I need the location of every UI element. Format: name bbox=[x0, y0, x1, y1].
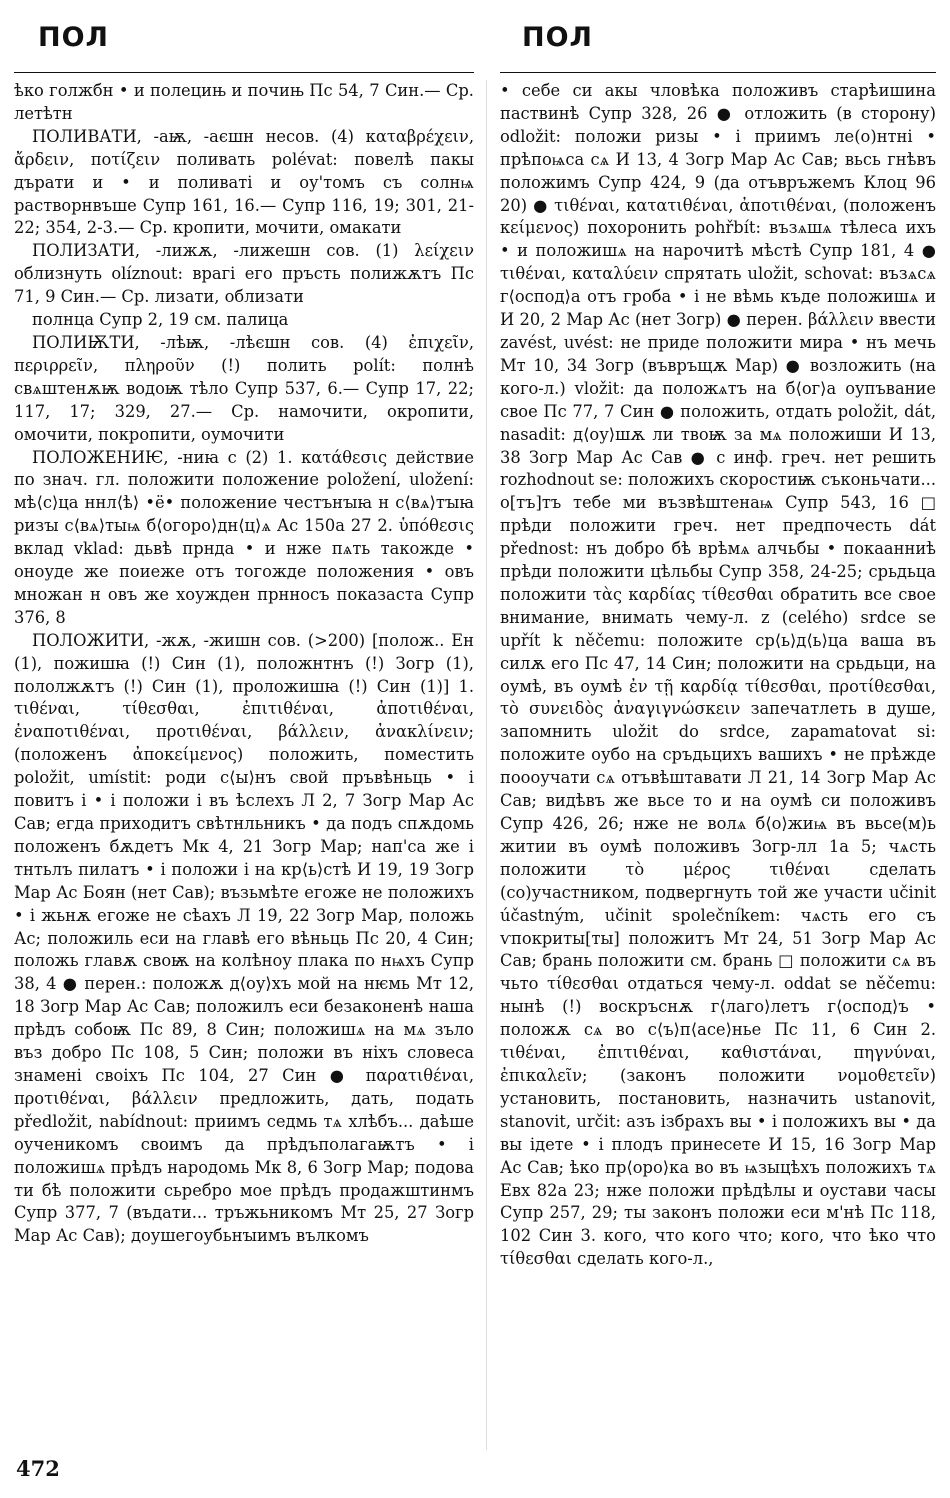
column-gutter bbox=[486, 80, 487, 1450]
entry-poliyati: ПОЛИѬТИ, -лѣѭ, -лѣєшн сов. (4) ἐπιχεῖν, περιρρεῖν, πληροῦν (!) полить polít: полнѣ свѧштенѫѭ водоѭ тѣло Супр 537, 6.— Супр 17, 22; 117, 17; 329, 27.— Ср. намочити, окропити, омочити, покропити, оумочити bbox=[14, 332, 474, 444]
page-number: 472 bbox=[16, 1456, 60, 1481]
entry-continuation: ѣко голжбн • и полецињ и почињ Пс 54, 7 Син.— Ср. летѣтн bbox=[14, 81, 474, 123]
running-head-right: ПОЛ bbox=[522, 22, 593, 53]
header-rule-left bbox=[14, 72, 474, 73]
header-rule-right bbox=[500, 72, 936, 73]
entry-polozhiti-continued: • себе си акы чловѣка положивъ старѣишина паствинѣ Супр 328, 26 ● отложить (в сторону) odložit: положи ризы • і приимъ ле(о)нтні • прѣпоѩса сѧ И 13, 4 Зогр Мар Ас Сав; вьсь гнѣвъ положимъ Супр 424, 9 (да отъвръжемъ Клоц 96 20) ● τιθέναι, κατατιθέναι, ἀποτιθέναι, (положенъ κείμενος) похоронить pohřbít: възѧшѧ тѣлеса ихъ • и положишѧ на нарочитѣ мѣстѣ Супр 181, 4 ● τιθέναι, καταλύειν спрятать uložit, schovat: възѧсѧ г⟨оспод⟩а отъ гроба • і не вѣмь къде положишѧ и И 20, 2 Мар Ас (нет Зогр) ● перен. βάλλειν ввести zavést, uvést: не приде положити мира • нъ мечь Мт 10, 34 Зогр (въвръщѫ Мар) ● возложить (на кого-л.) vložit: да положѧтъ на б⟨ог⟩а оупъвание свое Пс 77, 7 Син ● положить, отдать položit, dát, nasadit: д⟨оу⟩шѫ ли твоѭ за мѧ положиши И 13, 38 Зогр Мар Ас Сав ● с инф. греч. нет решить rozhodnout se: положихъ скоростиѭ съконьчати... о[тъ]тъ тебе ми възвѣштенаѩ Супр 543, 16 □ прѣди положити греч. нет предпочесть dát přednost: нъ добро бѣ врѣмѧ алчьбы • покаанниѣ прѣди положити цѣльбы Супр 358, 24-25; срьдьца положити τὰς καρδίας τίθεσθαι обратить все свое внимание, внимать чему-л. z (celého) srdce se upřít k něčemu: положите ср⟨ь⟩д⟨ь⟩ца ваша въ силѫ его Пс 47, 14 Син; положити на срьдьци, на оумѣ, въ оумѣ ἐν τῇ καρδίᾳ τίθεσθαι, προτίθεσθαι, τὸ συνειδὸς ἀναγιγνώσκειν запечатлеть в душе, запомнить uložit do srdce, zapamatovat si: положите оубо на сръдьцихъ вашихъ • не прѣжде поооучати сѧ отъвѣштавати Л 21, 14 Зогр Мар Ас Сав; видѣвъ же вьсе то и на оумѣ си положивъ Супр 426, 26; нже не волѧ б⟨о⟩жиѩ въ вьсе(м)ь житии въ оумѣ положивъ Зогр-лл 1а 5; чѧсть положити τὸ μέρος τιθέναι сделать (со)участником, подвергнуть той же участи učinit účastným, učinit společníkem: чѧсть его съ ѵпокриты[ты] положитъ Мт 24, 51 Зогр Мар Ас Сав; брань положити см. брань □ положити сѧ въ чьто τίθεσθαι отдаться чему-л. oddat se něčemu: нынѣ (!) воскръснѫ г⟨лаго⟩летъ г⟨оспод⟩ъ • положѫ сѧ во с⟨ъ⟩п⟨асе⟩нье Пс 11, 6 Син 2. τιθέναι, ἐπιτιθέναι, καθιστάναι, πηγνύναι, ἐπικαλεῖν; (законъ положити νομοθετεῖν) установить, постановить, назначить ustanovit, stanovit, určit: азъ ізбрахъ вы • і положихъ вы • да вы ідете • і плодъ принесете И 15, 16 Зогр Мар Ас Сав; ѣко пр⟨оро⟩ка во въ ѩзыцѣхъ положихъ тѧ Евх 82а 23; нже положи прѣдѣлы и оустави часы Супр 257, 29; ты законъ положи еси м'нѣ Пс 118, 102 Син 3. кого, что кого что; кого, что ѣко что τίθεσθαι сделать кого-л., bbox=[500, 81, 936, 1269]
entry-polozhiti: ПОЛОЖИТИ, -жѫ, -жишн сов. (>200) [полож.. Ен (1), пожишꙗ (!) Син (1), положнтнъ (!) Зогр (1), пололжѫтъ (!) Син (1), проложишꙗ (!) Син (1)] 1. τιθέναι, τίθεσθαι, ἐπιτιθέναι, ἀποτιθέναι, ἐναποτιθέναι, προτιθέναι, βάλλειν, ἀνακλίνειν; (положенъ ἀποκείμενος) положить, поместить položit, umístit: роди с⟨ы⟩нъ свой пръвѣньць • і повитъ і • і положи і въ ѣслехъ Л 2, 7 Зогр Мар Ас Сав; егда приходитъ свѣтнльникъ • да подъ спѫдомь положенъ бѫдетъ Мк 4, 21 Зогр Мар; нап'са же і тнтьлъ пилатъ • і положи і на кр⟨ь⟩стѣ И 19, 19 Зогр Мар Ас Боян (нет Сав); възьмѣте егоже не положихъ • і жьнѫ егоже не сѣахъ Л 19, 22 Зогр Мар, положь Ас; положиль еси на главѣ его вѣньць Пс 20, 4 Син; положь главѫ своѭ на колѣноу плака по нѩхъ Супр 38, 4 ● перен.: положѫ д⟨оу⟩хъ мой на нѥмь Мт 12, 18 Зогр Мар Ас Сав; положилъ еси безаконенѣ наша прѣдъ собоѭ Пс 89, 8 Син; положишѧ на мѧ зъло въз добро Пс 108, 5 Син; положи въ ніхъ словеса знамені своіхъ Пс 104, 27 Син ● παρατιθέναι, προτιθέναι, βάλλειν предложить, дать, подать předložit, nabídnout: приимъ седмь тѧ хлѣбъ... даѣше оученикомъ своимъ да прѣдъполагаѭтъ • і положишѧ прѣдъ народомь Мк 8, 6 Зогр Мар; подова ти бѣ положити сьребро мое прѣдъ продажштинмъ Супр 377, 7 (въдати... тръжьникомъ Мт 25, 27 Зогр Мар Ас Сав); доушегоубьнꙑимъ вълкомъ bbox=[14, 630, 474, 1246]
entry-polica: полнца Супр 2, 19 см. палица bbox=[32, 310, 289, 330]
right-column bbox=[500, 80, 936, 1458]
entry-polozhenie: ПОЛОЖЕНИѤ, -ниꙗ с (2) 1. κατάθεσις действие по знач. гл. положити положение položení, uložení: мѣ⟨с⟩ца ннл⟨ѣ⟩ •ё• положение честънꙑꙗ н с⟨вѧ⟩тꙑꙗ ризꙑ с⟨вѧ⟩тыѩ б⟨огоро⟩дн⟨ц⟩ѧ Ас 150а 27 2. ὑπόθεσις вклад vklad: дьвѣ прнда • и нже пѧть такожде • оноуде же поиеже отъ тогожде положения • овъ множан н овъ же хоужден прнносъ показаста Супр 376, 8 bbox=[14, 447, 474, 627]
left-column bbox=[14, 80, 474, 1458]
entry-polizati: ПОЛИЗАТИ, -лижѫ, -лижешн сов. (1) λείχειν облизнуть olíznout: врагі его пръсть полижѫтъ Пс 71, 9 Син.— Ср. лизати, облизати bbox=[14, 241, 474, 307]
entry-polivati: ПОЛИВАТИ, -аѭ, -аєшн несов. (4) καταβρέχειν, ἄρδειν, ποτίζειν поливать polévat: повелѣ пакы дърати и • и поливаті и оу'томъ съ солнѩ растворнвъше Супр 161, 16.— Супр 116, 19; 301, 21-22; 354, 2-3.— Ср. кропити, мочити, омакати bbox=[14, 126, 474, 238]
running-head-left: ПОЛ bbox=[38, 22, 109, 53]
